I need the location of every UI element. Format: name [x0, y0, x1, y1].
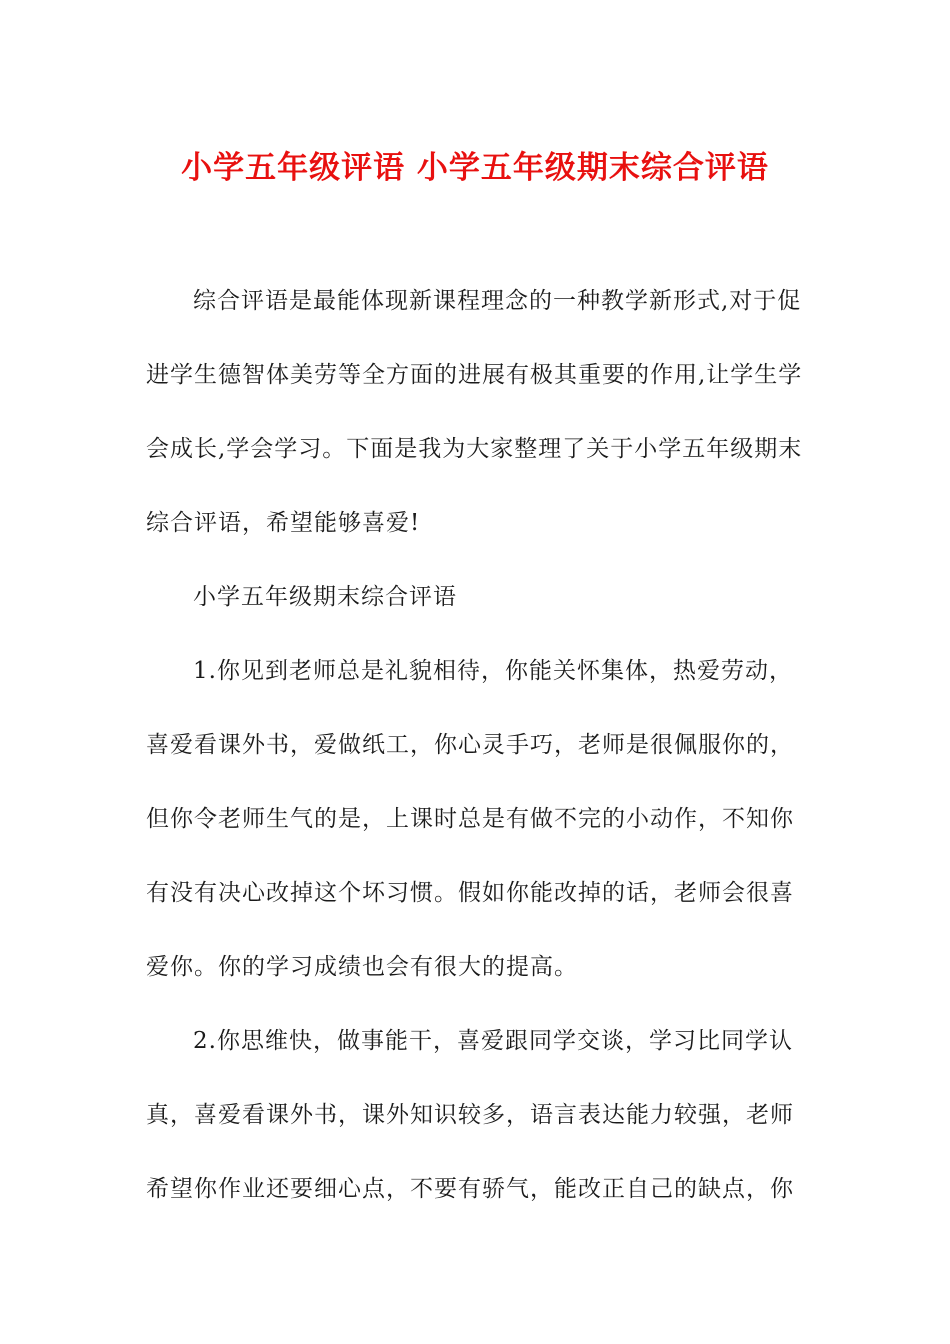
paragraph-line: 1.你见到老师总是礼貌相待，你能关怀集体，热爱劳动， — [193, 658, 793, 684]
paragraph-line: 爱你。你的学习成绩也会有很大的提高。 — [146, 954, 578, 980]
page-title: 小学五年级评语 小学五年级期末综合评语 — [181, 150, 769, 186]
paragraph-line: 但你令老师生气的是，上课时总是有做不完的小动作，不知你 — [146, 806, 794, 832]
paragraph-line: 有没有决心改掉这个坏习惯。假如你能改掉的话，老师会很喜 — [146, 880, 794, 906]
paragraph-line: 希望你作业还要细心点，不要有骄气，能改正自己的缺点，你 — [146, 1176, 794, 1202]
paragraph-line: 综合评语，希望能够喜爱! — [146, 510, 421, 536]
paragraph-line: 进学生德智体美劳等全方面的进展有极其重要的作用,让学生学 — [146, 362, 803, 388]
paragraph-line: 真，喜爱看课外书，课外知识较多，语言表达能力较强，老师 — [146, 1102, 794, 1128]
paragraph-line: 2.你思维快，做事能干，喜爱跟同学交谈，学习比同学认 — [193, 1028, 793, 1054]
section-heading: 小学五年级期末综合评语 — [193, 584, 457, 610]
paragraph-line: 会成长,学会学习。下面是我为大家整理了关于小学五年级期末 — [146, 436, 803, 462]
paragraph-line: 综合评语是最能体现新课程理念的一种教学新形式,对于促 — [193, 288, 802, 314]
paragraph-line: 喜爱看课外书，爱做纸工，你心灵手巧，老师是很佩服你的， — [146, 732, 794, 758]
